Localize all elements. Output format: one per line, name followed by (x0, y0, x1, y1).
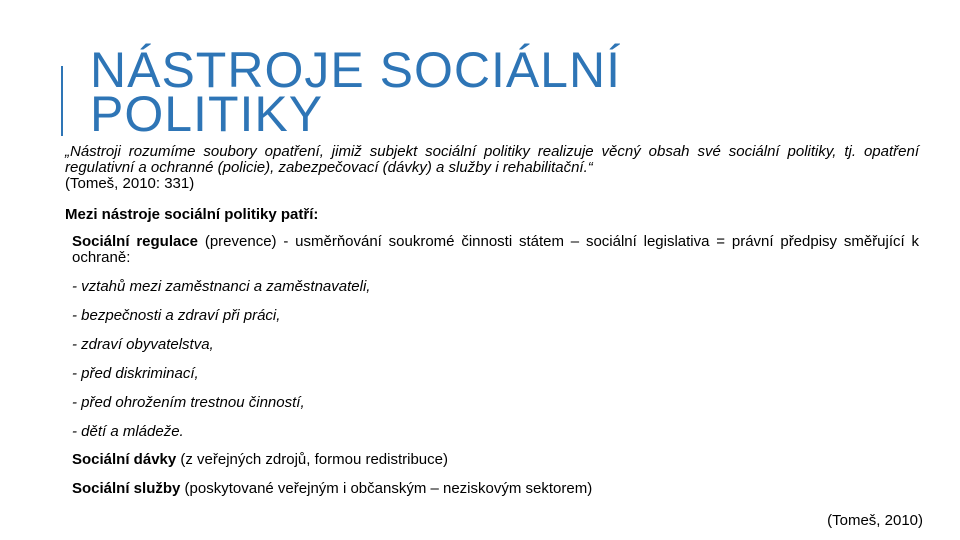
title-accent-bar (61, 66, 63, 136)
list-item: - před diskriminací, (72, 365, 199, 382)
social-benefits-term: Sociální dávky (72, 451, 177, 468)
slide-title-line-1: NÁSTROJE SOCIÁLNÍ (90, 42, 621, 98)
social-services-description: (poskytované veřejným i občanským – neziskovým sektorem) (180, 480, 593, 497)
slide-title (90, 42, 621, 142)
list-item: - před ohrožením trestnou činností, (72, 394, 305, 411)
social-services-paragraph (72, 481, 919, 497)
list-item: - dětí a mládeže. (72, 423, 184, 440)
social-regulation-description: (prevence) - usměrňování soukromé činnosti státem – sociální legislativa = právní předpisy směřující k ochraně: (72, 233, 919, 266)
list-item: - vztahů mezi zaměstnanci a zaměstnavateli, (72, 278, 371, 295)
source-citation: (Tomeš, 2010) (827, 512, 923, 529)
list-item: - zdraví obyvatelstva, (72, 336, 214, 353)
social-services-term: Sociální služby (72, 480, 181, 497)
social-regulation-paragraph (72, 234, 919, 266)
social-benefits-paragraph (72, 452, 919, 468)
list-item: - bezpečnosti a zdraví při práci, (72, 307, 281, 324)
slide-title-line-2: POLITIKY (90, 86, 324, 142)
social-regulation-term: Sociální regulace (72, 233, 199, 250)
definition-quote-text: „Nástroji rozumíme soubory opatření, jimiž subjekt sociální politiky realizuje věcný obsah své sociální politiky, tj. opatření regulativní a ochranné (policie), zabezpečovací (dávky) a služby i rehabilitační.“ (65, 143, 919, 176)
social-benefits-description: (z veřejných zdrojů, formou redistribuce) (176, 451, 448, 468)
definition-quote-source: (Tomeš, 2010: 331) (65, 175, 195, 192)
definition-quote (65, 144, 919, 192)
tools-intro: Mezi nástroje sociální politiky patří: (65, 206, 319, 223)
